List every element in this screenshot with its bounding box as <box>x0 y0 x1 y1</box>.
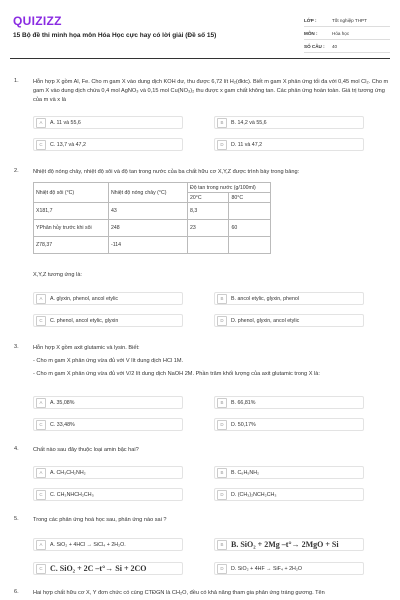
meta-key: MÔN : <box>304 30 318 36</box>
table-header: Nhiệt độ sôi (°C) <box>34 183 109 203</box>
option-text: C. phenol, ancol etylic, glyxin <box>50 317 119 324</box>
boiling-point: Phân hủy trước khi sôi <box>39 225 92 231</box>
option-a[interactable] <box>33 538 183 551</box>
meta-value: 40 <box>332 43 338 49</box>
option-b[interactable] <box>214 396 364 409</box>
option-c[interactable] <box>33 418 183 431</box>
header-divider <box>10 58 390 59</box>
option-text: D. 11 và 47,2 <box>231 141 263 148</box>
page-title: 15 Bộ đề thi minh họa môn Hóa Học cực hay có lời giải (Đề số 15) <box>13 32 217 39</box>
option-d[interactable] <box>214 418 364 431</box>
option-c[interactable] <box>33 138 183 151</box>
option-letter-box: C <box>36 316 46 326</box>
option-text: A. CH₃CH₂NH₂ <box>50 469 86 476</box>
question-number: 3. <box>14 344 19 350</box>
table-row <box>34 237 271 254</box>
option-text: C. CH₃NHCH₂CH₃ <box>50 491 94 498</box>
compound-name: Z <box>36 242 40 248</box>
solubility-80 <box>229 203 271 220</box>
table-header: 80°C <box>229 193 271 203</box>
option-a[interactable] <box>33 466 183 479</box>
option-b[interactable] <box>214 538 364 551</box>
question-3 <box>10 344 390 379</box>
option-b[interactable] <box>214 116 364 129</box>
boiling-point: 78,37 <box>39 242 53 248</box>
table-header: Độ tan trong nước (g/100ml) <box>188 183 271 193</box>
option-letter-box: D <box>217 140 227 150</box>
option-text: B. ancol etylic, glyxin, phenol <box>231 295 300 302</box>
option-letter-box: A <box>36 118 46 128</box>
option-text: A. 11 và 55,6 <box>50 119 81 126</box>
option-d[interactable] <box>214 562 364 575</box>
option-text: C. 13,7 và 47,2 <box>50 141 86 148</box>
option-d[interactable] <box>214 314 364 327</box>
meta-value: Hóa học <box>332 30 350 36</box>
meta-row-subject <box>304 27 390 40</box>
option-letter-box: D <box>217 490 227 500</box>
option-text: A. 35,08% <box>50 399 75 406</box>
option-d[interactable] <box>214 138 364 151</box>
meta-value: Tốt nghiệp THPT <box>332 17 367 23</box>
solubility-80: 60 <box>229 220 271 237</box>
option-text: A. SiO₂ + 4HCl → SiCl₄ + 2H₂O. <box>50 541 126 548</box>
question-text: Hai hợp chất hữu cơ X, Y đơn chức có cùng CTĐGN là CH₂O, đều có khả năng tham gia phản ứng tráng gương. Tên <box>33 590 325 596</box>
solubility-20: 8,3 <box>188 203 229 220</box>
question-4 <box>10 446 390 455</box>
option-letter-box: B <box>217 468 227 478</box>
question-number: 6. <box>14 589 19 595</box>
option-text: A. glyxin, phenol, ancol etylic <box>50 295 119 302</box>
option-text: B. C₆H₅NH₂ <box>231 469 260 476</box>
melting-point: -114 <box>109 237 188 254</box>
option-letter-box: A <box>36 468 46 478</box>
question-2 <box>10 168 390 177</box>
question-text: Hỗn hợp X gồm axit glutamic và lysin. Biết: <box>33 345 140 351</box>
meta-row-count <box>304 40 390 53</box>
question-condition: - Cho m gam X phản ứng vừa đủ với V/2 lít dung dịch NaOH 2M. Phần trăm khối lượng của axit glutamic trong X là: <box>33 371 320 377</box>
option-letter-box: C <box>36 420 46 430</box>
question-number: 4. <box>14 446 19 452</box>
option-text: D. phenol, glyxin, ancol etylic <box>231 317 300 324</box>
question-1 <box>10 78 390 105</box>
table-row <box>34 203 271 220</box>
option-a[interactable] <box>33 292 183 305</box>
option-letter-box: A <box>36 540 46 550</box>
solubility-20 <box>188 237 229 254</box>
table-header: 20°C <box>188 193 229 203</box>
question-5 <box>10 516 390 525</box>
melting-point: 43 <box>109 203 188 220</box>
question-number: 5. <box>14 516 19 522</box>
option-c[interactable] <box>33 488 183 501</box>
option-b[interactable] <box>214 466 364 479</box>
option-letter-box: D <box>217 420 227 430</box>
table-row <box>34 220 271 237</box>
meta-key: SỐ CÂU : <box>304 43 325 49</box>
question-text: Nhiệt độ nóng chảy, nhiệt độ sôi và độ tan trong nước của ba chất hữu cơ X,Y,Z được trình bày trong bảng: <box>33 169 300 175</box>
question-number: 1. <box>14 78 19 84</box>
option-b[interactable] <box>214 292 364 305</box>
option-text: D. 50,17% <box>231 421 256 428</box>
option-letter-box: C <box>36 564 46 574</box>
compound-name: Y <box>36 225 40 231</box>
question-condition: - Cho m gam X phản ứng vừa đủ với V lít dung dịch HCl 1M. <box>33 358 184 364</box>
question-followup: X,Y,Z tương ứng là: <box>33 272 82 278</box>
option-text: B. 14,2 và 55,6 <box>231 119 267 126</box>
solubility-80 <box>229 237 271 254</box>
meta-key: LỚP : <box>304 17 317 23</box>
question-text: Chất nào sau đây thuộc loại amin bậc hai? <box>33 447 139 453</box>
option-letter-box: A <box>36 398 46 408</box>
properties-table <box>33 182 271 254</box>
quizizz-logo: QUIZIZZ <box>13 14 62 28</box>
option-a[interactable] <box>33 396 183 409</box>
melting-point: 248 <box>109 220 188 237</box>
option-letter-box: A <box>36 294 46 304</box>
option-letter-box: B <box>217 398 227 408</box>
option-text: B. SiO₂ + 2Mg –t°→ 2MgO + Si <box>231 540 339 549</box>
option-c[interactable] <box>33 562 183 575</box>
boiling-point: 181,7 <box>39 208 53 214</box>
option-a[interactable] <box>33 116 183 129</box>
option-d[interactable] <box>214 488 364 501</box>
option-text: D. (CH₃)₂NCH₂CH₃ <box>231 491 277 498</box>
option-letter-box: C <box>36 140 46 150</box>
meta-row-class <box>304 14 390 27</box>
option-text: C. 33,48% <box>50 421 75 428</box>
compound-name: X <box>36 208 40 214</box>
solubility-20: 23 <box>188 220 229 237</box>
question-text: Hỗn hợp X gồm Al, Fe. Cho m gam X vào dung dịch KOH dư, thu được 6,72 lít H₂(đktc). Biết m gam X phản ứng tối đa với 0,45 mol Cl₂. Cho m gam X vào dung dịch chứa 0,4 mol AgNO₃ và 0,15 mol Cu(NO₃)₂ thu được x gam chất không tan. Các phản ứng hoàn toàn. Giá trị tương ứng của m và x là <box>33 79 389 103</box>
table-header: Nhiệt độ nóng chảy (°C) <box>109 183 188 203</box>
option-letter-box: C <box>36 490 46 500</box>
option-letter-box: D <box>217 564 227 574</box>
question-number: 2. <box>14 168 19 174</box>
option-letter-box: B <box>217 118 227 128</box>
option-c[interactable] <box>33 314 183 327</box>
option-letter-box: B <box>217 540 227 550</box>
option-text: B. 66,81% <box>231 399 256 406</box>
option-letter-box: D <box>217 316 227 326</box>
question-6 <box>10 589 390 598</box>
option-letter-box: B <box>217 294 227 304</box>
option-text: D. SiO₂ + 4HF → SiF₄ + 2H₂O <box>231 565 303 572</box>
meta-info <box>304 14 390 53</box>
question-text: Trong các phản ứng hoá học sau, phản ứng nào sai ? <box>33 517 167 523</box>
option-text: C. SiO₂ + 2C –t°→ Si + 2CO <box>50 564 147 573</box>
